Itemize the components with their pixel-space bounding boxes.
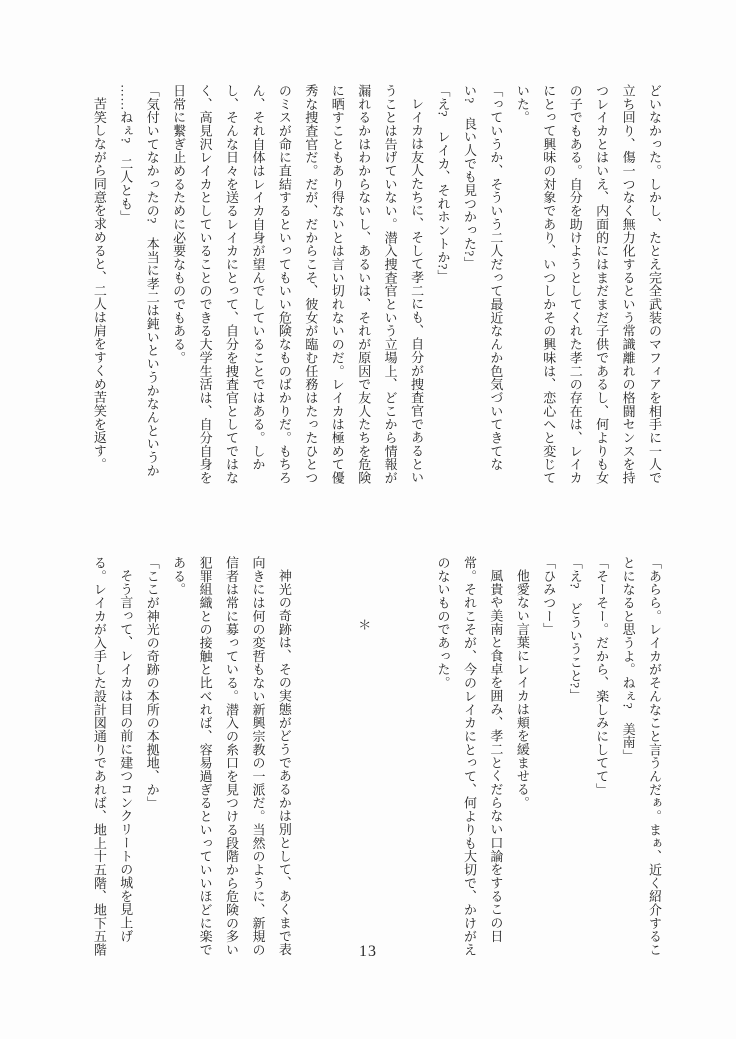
text-block-bottom bbox=[85, 556, 667, 960]
text-line: どいなかった。しかし、たとえ完全武装のマフィアを相手に一人で bbox=[647, 84, 662, 485]
text-line: 「え? レイカ、それホントか?」 bbox=[435, 84, 451, 284]
text-line: 「あらら。レイカがそんなこと言うんだぁ。まぁ、近く紹介するこ bbox=[647, 556, 662, 957]
text-line: にとって興味の対象であり、いつしかその興味は、恋心へと変じて bbox=[541, 84, 557, 485]
text-line: 信者は常に募っている。潜入の糸口を見つける段階から危険の多い bbox=[224, 556, 239, 957]
text-line: 日常に繋ぎ止めるために必要なものでもある。 bbox=[171, 84, 187, 365]
text-line: 立ち回り、傷一つなく無力化するという常識離れの格闘センスを持 bbox=[620, 84, 636, 485]
text-line: 漏れるかはわからないし、あるいは、それが原因で友人たちを危険 bbox=[356, 84, 372, 485]
text-line bbox=[403, 556, 429, 960]
text-line: の子でもある。自分を助けようとしてくれた孝二の存在は、レイカ bbox=[567, 84, 583, 485]
text-line: 神光の奇跡は、その実態がどうであるかは別として、あくまで表 bbox=[276, 569, 292, 957]
text-line: 「そーそー。だから、楽しみにしてて」 bbox=[594, 556, 610, 797]
text-line: ん、それ自体はレイカ自身が望んでしていることではある。しか bbox=[250, 84, 266, 472]
text-block-top bbox=[85, 84, 667, 488]
text-line: 「っていうか、そういう二人だって最近なんか色気づいてきてな bbox=[488, 84, 504, 472]
text-line: 苦笑しながら同意を求めると、二人は肩をすくめ苦笑を返す。 bbox=[91, 97, 107, 471]
text-line: とになると思うよ。ねぇ? 美南」 bbox=[620, 556, 636, 763]
text-line: る。レイカが入手した設計図通りであれば、地上十五階、地下五階 bbox=[91, 556, 107, 957]
text-line: そう言って、レイカは目の前に建つコンクリートの城を見上げ bbox=[118, 569, 134, 943]
text-line: 「気付いてなかったの? 本当に孝二は鈍いというかなんというか bbox=[144, 84, 160, 478]
text-line: のミスが命に直結するといってもいい危険なものばかりだ。もちろ bbox=[276, 84, 292, 485]
text-line: レイカは友人たちに、そして孝二にも、自分が捜査官であるとい bbox=[409, 97, 425, 485]
text-line: い? 良い人でも見つかった?」 bbox=[461, 84, 477, 270]
text-line bbox=[376, 556, 402, 960]
text-line: 常。それこそが、今のレイカにとって、何よりも大切で、かけがえ bbox=[461, 556, 477, 957]
text-line: のないものであった。 bbox=[435, 556, 451, 690]
text-line: ある。 bbox=[171, 556, 187, 597]
text-line: 「ひみつー」 bbox=[541, 556, 557, 637]
text-line: 風貴や美南と食卓を囲み、孝二とくだらない口論をするこの日 bbox=[488, 569, 504, 943]
text-line bbox=[323, 556, 349, 960]
text-line: 「ここが神光の奇跡の本所の本拠地、か」 bbox=[144, 556, 160, 810]
text-line: に晒すこともあり得ないとは言い切れないのだ。レイカは極めて優 bbox=[329, 84, 345, 485]
text-line: うことは告げていない。潜入捜査官という立場上、どこから情報が bbox=[382, 84, 398, 485]
text-line: 他愛ない言葉にレイカは頬を緩ませる。 bbox=[514, 569, 530, 810]
text-line: く、高見沢レイカとしていることのできる大学生活は、自分自身を bbox=[197, 84, 213, 485]
text-line: ……ねぇ? 二人とも」 bbox=[118, 84, 134, 224]
text-line bbox=[297, 556, 323, 960]
page-number: 13 bbox=[359, 943, 377, 960]
text-line: 秀な捜査官だ。だが、だからこそ、彼女が臨む任務はたったひとつ bbox=[303, 84, 319, 485]
section-separator: ＊ bbox=[356, 618, 372, 632]
text-line: 犯罪組織との接触と比べれば、容易過ぎるといっていいほどに楽で bbox=[197, 556, 213, 957]
text-line: つレイカとはいえ、内面的にはまだまだ子供であるし、何よりも女 bbox=[594, 84, 610, 485]
text-line: し、そんな日々を送るレイカにとって、自分を捜査官としてではな bbox=[224, 84, 239, 485]
text-line: 向きには何の変哲もない新興宗教の一派だ。当然のように、新規の bbox=[250, 556, 266, 957]
text-line: いた。 bbox=[514, 84, 530, 125]
text-line: 「え? どういうこと?」 bbox=[567, 556, 583, 702]
